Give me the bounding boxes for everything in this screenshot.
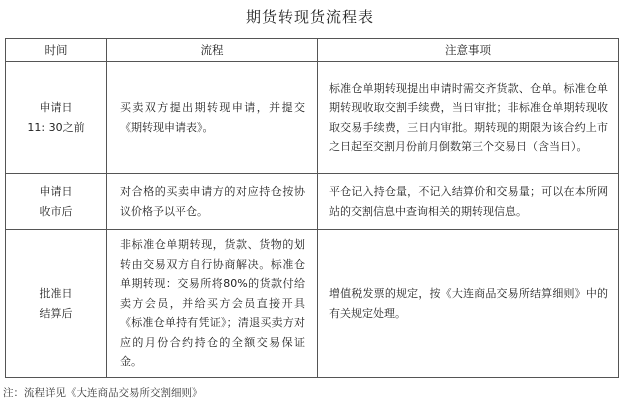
flow-cell (107, 230, 318, 378)
flow-text: 对合格的买卖申请方的对应持仓按协议价格予以平仓。 (120, 185, 305, 218)
time-line: 11: 30之前 (27, 120, 85, 134)
header-flow: 流程 (107, 39, 318, 62)
time-line: 结算后 (39, 306, 73, 320)
flow-cell (107, 62, 318, 174)
flow-text: 非标准仓单期转现，货款、货物的划转由交易双方自行协商解决。标准仓单期转现：交易所将80%的货款付给卖方会员，并给买方会员直接开具《标准仓单持有凭证》；清退买卖方对应的月份合约持仓的全额交易保证金。 (120, 238, 305, 369)
flow-text: 买卖双方提出期转现申请，并提交《期转现申请表》。 (120, 101, 305, 134)
page-title: 期货转现货流程表 (245, 8, 374, 26)
note-text: 标准仓单期转现提出申请时需交齐货款、仓单。标准仓单期转现收取交割手续费，当日审批；非标准仓单期转现收取交易手续费，三日内审批。期转现的期限为该合约上市之日起至交割月份前月倒数第三个交易日（含当日）。 (329, 81, 608, 153)
footnote: 注：流程详见《大连商品交易所交割细则》 (3, 387, 203, 399)
time-cell (6, 174, 107, 230)
note-cell (318, 174, 619, 230)
time-line: 申请日 (39, 100, 73, 114)
note-cell (318, 230, 619, 378)
time-cell (6, 62, 107, 174)
time-line: 收市后 (39, 204, 73, 218)
table-header-row (6, 39, 619, 62)
futures-to-spot-table (5, 38, 619, 378)
note-text: 增值税发票的规定，按《大连商品交易所结算细则》中的有关规定处理。 (329, 287, 608, 320)
table-row (6, 174, 619, 230)
time-line: 批准日 (39, 286, 73, 300)
table-row (6, 230, 619, 378)
note-cell (318, 62, 619, 174)
note-text: 平仓记入持仓量，不记入结算价和交易量；可以在本所网站的交割信息中查询相关的期转现信息。 (329, 185, 608, 218)
header-time: 时间 (6, 39, 107, 62)
header-notes: 注意事项 (318, 39, 619, 62)
time-cell (6, 230, 107, 378)
time-line: 申请日 (39, 184, 73, 198)
flow-cell (107, 174, 318, 230)
table-row (6, 62, 619, 174)
